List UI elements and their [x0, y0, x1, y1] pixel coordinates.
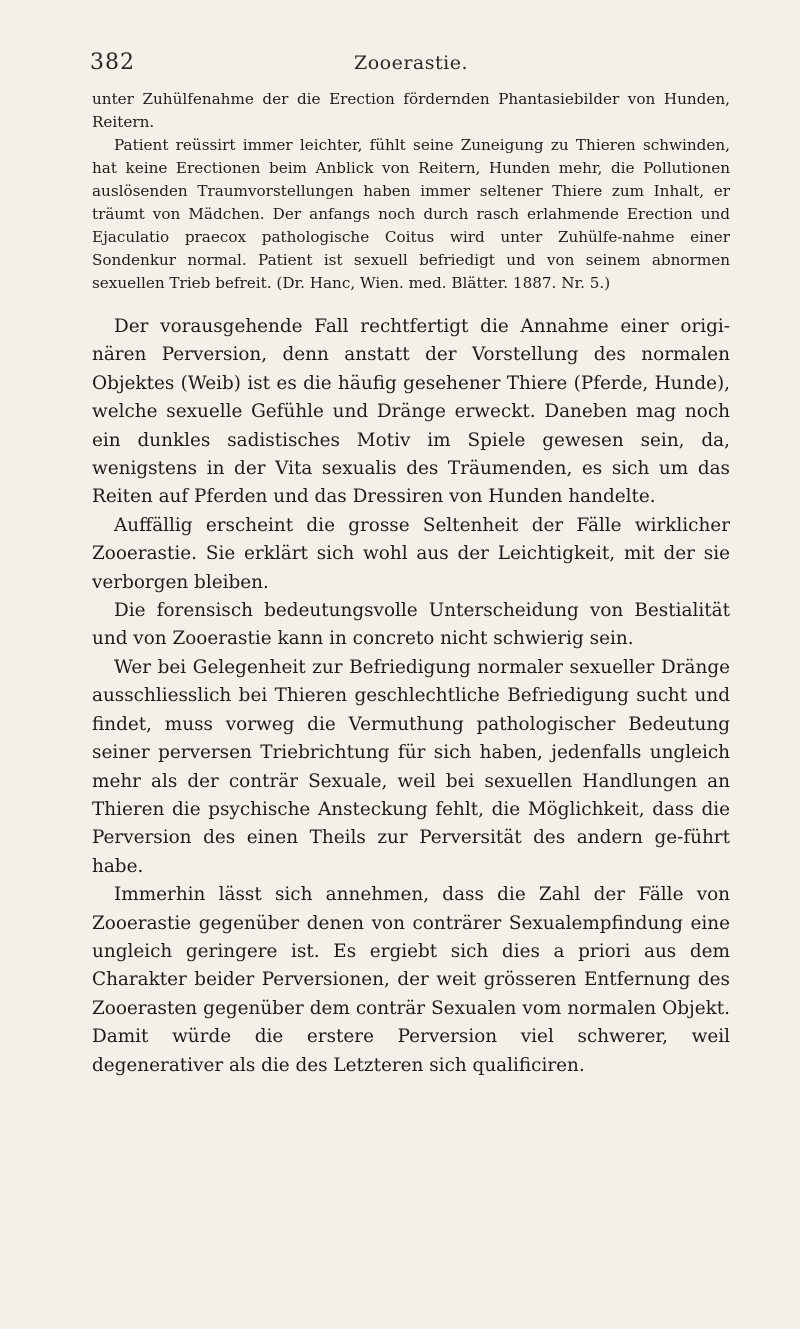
case-report-paragraph: unter Zuhülfenahme der die Erection fördernden Phantasiebilder von Hunden, Reitern.	[92, 90, 730, 131]
page-header	[92, 48, 730, 88]
body-paragraph: Der vorausgehende Fall rechtfertigt die Annahme einer origi-nären Perversion, denn anstatt der Vorstellung des normalen Objektes (Weib) ist es die häufig gesehener Thiere (Pferde, Hunde), welche sexuelle Gefühle und Dränge erweckt. Daneben mag noch ein dunkles sadistisches Motiv im Spiele gewesen sein, da, wenigstens in der Vita sexualis des Träumenden, es sich um das Reiten auf Pferden und das Dressiren von Hunden handelte.	[92, 316, 730, 508]
case-report-paragraph: Patient reüssirt immer leichter, fühlt seine Zuneigung zu Thieren schwinden, hat keine Erectionen beim Anblick von Reitern, Hunden mehr, die Pollutionen auslösenden Traumvorstellungen haben immer seltener Thiere zum Inhalt, er träumt von Mädchen. Der anfangs noch durch rasch erlahmende Erection und Ejaculatio praecox pathologische Coitus wird unter Zuhülfe-nahme einer Sondenkur normal. Patient ist sexuell befriedigt und von seinem abnormen sexuellen Trieb befreit. (Dr. Hanc, Wien. med. Blätter. 1887. Nr. 5.)	[92, 136, 730, 292]
running-title: Zooerastie.	[354, 52, 468, 74]
body-paragraph: Immerhin lässt sich annehmen, dass die Zahl der Fälle von Zooerastie gegenüber denen von conträrer Sexualempfindung eine ungleich geringere ist. Es ergiebt sich dies a priori aus dem Charakter beider Perversionen, der weit grösseren Entfernung des Zooerasten gegenüber dem conträr Sexualen vom normalen Objekt. Damit würde die erstere Perversion viel schwerer, weil degenerativer als die des Letzteren sich qualificiren.	[92, 884, 730, 1076]
body-paragraph: Auffällig erscheint die grosse Seltenheit der Fälle wirklicher Zooerastie. Sie erklärt sich wohl aus der Leichtigkeit, mit der sie verborgen bleiben.	[92, 514, 730, 593]
case-report-block	[92, 88, 730, 295]
body-paragraph: Wer bei Gelegenheit zur Befriedigung normaler sexueller Dränge ausschliesslich bei Thieren geschlechtliche Befriedigung sucht und findet, muss vorweg die Vermuthung pathologischer Bedeutung seiner perversen Triebrichtung für sich haben, jedenfalls ungleich mehr als der conträr Sexuale, weil bei sexuellen Handlungen an Thieren die psychische Ansteckung fehlt, die Möglichkeit, dass die Perversion des einen Theils zur Perversität des andern ge-führt habe.	[92, 656, 730, 877]
body-paragraph: Die forensisch bedeutungsvolle Unterscheidung von Bestialität und von Zooerastie kann in concreto nicht schwierig sein.	[92, 600, 730, 650]
main-text-block	[92, 313, 730, 1080]
page-number: 382	[90, 50, 135, 75]
